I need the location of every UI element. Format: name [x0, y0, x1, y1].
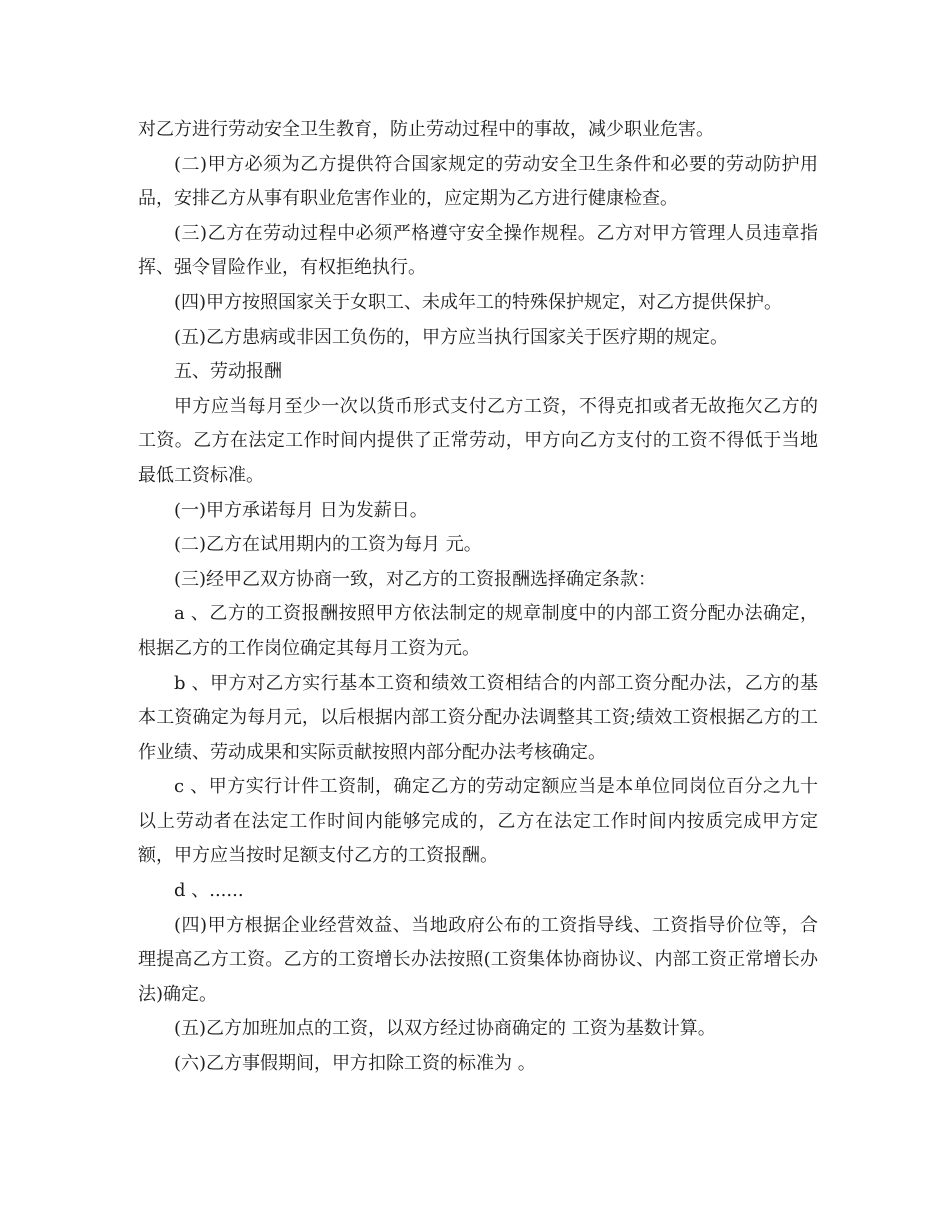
paragraph: (三)乙方在劳动过程中必须严格遵守安全操作规程。乙方对甲方管理人员违章指挥、强令冒险作业，有权拒绝执行。: [138, 222, 818, 279]
section-heading: 五、劳动报酬: [174, 361, 282, 383]
document-body: [138, 113, 818, 1082]
paragraph: (五)乙方患病或非因工负伤的，甲方应当执行国家关于医疗期的规定。: [174, 326, 729, 348]
paragraph: 对乙方进行劳动安全卫生教育，防止劳动过程中的事故，减少职业危害。: [138, 119, 714, 140]
paragraph: 甲方应当每月至少一次以货币形式支付乙方工资，不得克扣或者无故拖欠乙方的工资。乙方在法定工作时间内提供了正常劳动，甲方向乙方支付的工资不得低于当地最低工资标准。: [138, 395, 818, 486]
paragraph: (五)乙方加班加点的工资，以双方经过协商确定的 工资为基数计算。: [174, 1018, 716, 1040]
paragraph: a 、乙方的工资报酬按照甲方依法制定的规章制度中的内部工资分配办法确定，根据乙方的工作岗位确定其每月工资为元。: [138, 603, 818, 659]
paragraph: d 、......: [174, 880, 244, 902]
paragraph: (二)乙方在试用期内的工资为每月 元。: [174, 534, 482, 556]
paragraph: (二)甲方必须为乙方提供符合国家规定的劳动安全卫生条件和必要的劳动防护用品，安排乙方从事有职业危害作业的，应定期为乙方进行健康检查。: [138, 153, 818, 210]
paragraph: c 、甲方实行计件工资制，确定乙方的劳动定额应当是本单位同岗位百分之九十以上劳动者在法定工作时间内能够完成的，乙方在法定工作时间内按质完成甲方定额，甲方应当按时足额支付乙方的工资报酬。: [138, 776, 818, 867]
paragraph: (四)甲方根据企业经营效益、当地政府公布的工资指导线、工资指导价位等，合理提高乙方工资。乙方的工资增长办法按照(工资集体协商协议、内部工资正常增长办法)确定。: [138, 914, 818, 1005]
paragraph: (六)乙方事假期间，甲方扣除工资的标准为 。: [174, 1053, 536, 1075]
paragraph: (三)经甲乙双方协商一致，对乙方的工资报酬选择确定条款：: [174, 568, 657, 590]
paragraph: (一)甲方承诺每月 日为发薪日。: [174, 499, 428, 521]
paragraph: (四)甲方按照国家关于女职工、未成年工的特殊保护规定，对乙方提供保护。: [174, 291, 783, 313]
paragraph: b 、甲方对乙方实行基本工资和绩效工资相结合的内部工资分配办法，乙方的基本工资确定为每月元，以后根据内部工资分配办法调整其工资;绩效工资根据乙方的工作业绩、劳动成果和实际贡献按照内部分配办法考核确定。: [138, 672, 818, 763]
